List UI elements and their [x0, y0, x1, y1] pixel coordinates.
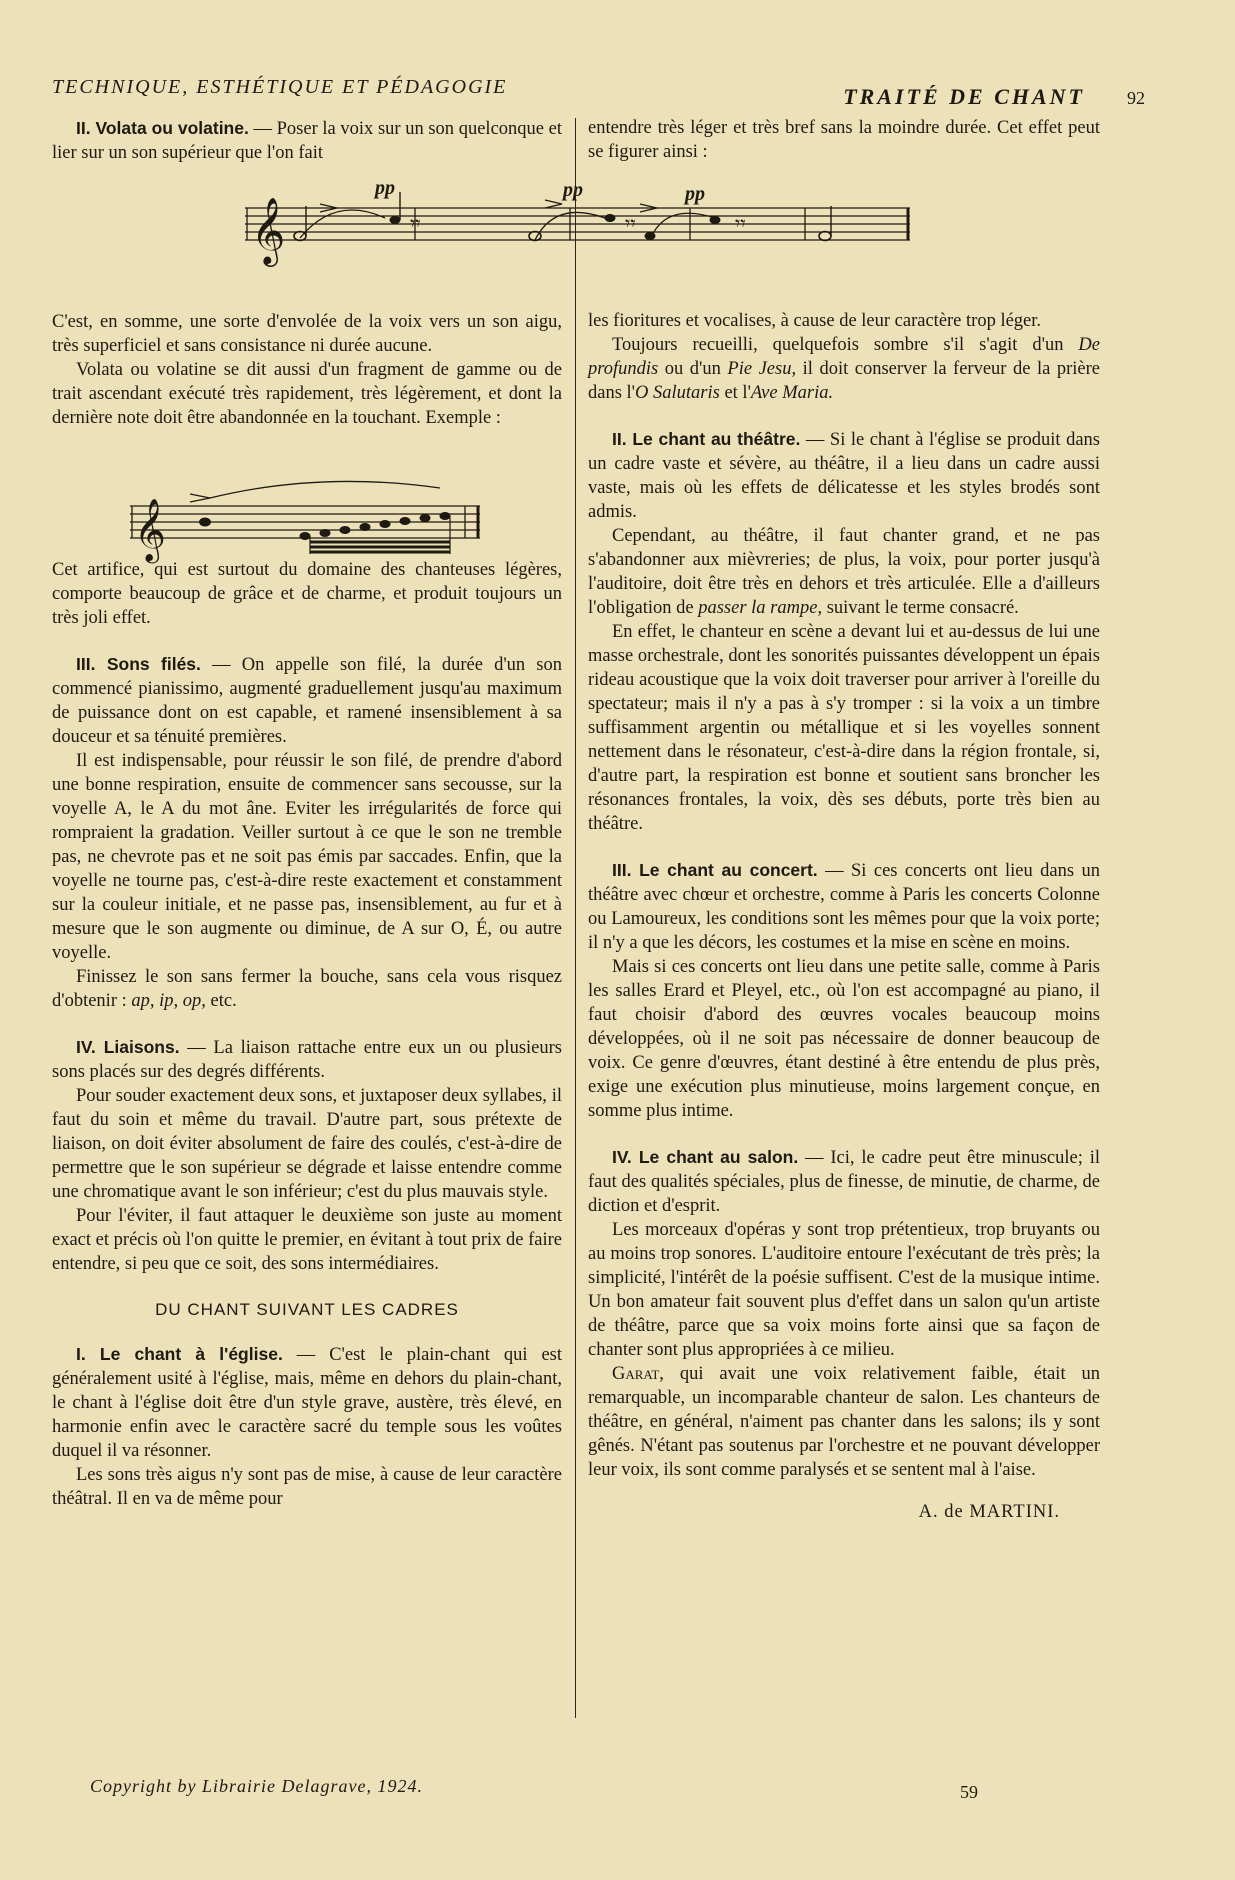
right-column — [588, 116, 1100, 1524]
paragraph: les fioritures et vocalises, à cause de leur caractère trop léger. — [588, 311, 1042, 331]
paragraph: Finissez le son sans fermer la bouche, sans cela vous risquez d'obtenir : — [52, 967, 562, 1011]
section-heading: II. Le chant au théâtre. — [612, 429, 801, 449]
section-heading: IV. Le chant au salon. — [612, 1147, 799, 1167]
copyright-notice: Copyright by Librairie Delagrave, 1924. — [90, 1776, 423, 1796]
paragraph: — La liaison rattache entre eux un ou plusieurs sons placés sur des degrés différents. — [52, 1038, 562, 1082]
paragraph: Les morceaux d'opéras y sont trop prétentieux, trop bruyants ou au moins trop sonores. L'auditoire entoure l'exécutant de très près; la simplicité, l'intérêt de la poésie suffisent. C'est de la musique intime. Un bon amateur fait souvent plus d'effet dans un salon qu'un artiste de théâtre, parce que sa voix moins forte ainsi que sa façon de chanter sont plus appropriées à ce milieu. — [588, 1220, 1100, 1360]
left-column — [52, 116, 562, 1511]
paragraph: il doit conserver la ferveur de la prière dans l' — [588, 359, 1100, 403]
paragraph: Pour l'éviter, il faut attaquer le deuxième son juste au moment exact et précis où l'on quitte le premier, en évitant à tout prix de faire entendre, si peu que ce soit, des sons intermédiaires. — [52, 1206, 562, 1274]
svg-text:𝄞: 𝄞 — [134, 498, 166, 561]
column-divider — [575, 118, 576, 1718]
paragraph: En effet, le chanteur en scène a devant lui et au-dessus de lui une masse orchestrale, dont les sonorités puissantes développent un épais rideau acoustique que la voix doit traverser pour arriver à l'oreille du spectateur; mais il n'y a pas à s'y tromper : si la voix a un timbre suffisamment argentin ou métallique et si les voyelles sonnent nettement dans le résonateur, c'est-à-dire dans la région frontale, si, d'autre part, la respiration est bonne et soutient sans broncher les résonances frontales, la voix, dès ses débuts, porte très bien au théâtre. — [588, 622, 1100, 834]
dynamic-marking: pp — [685, 183, 705, 205]
svg-text:𝄾𝄾: 𝄾𝄾 — [625, 213, 636, 235]
paragraph: Les sons très aigus n'y sont pas de mise, à cause de leur caractère théâtral. Il en va de même pour — [52, 1465, 562, 1509]
dynamic-marking: pp — [375, 177, 395, 199]
paragraph: Il est indispensable, pour réussir le son filé, de prendre d'abord une bonne respiration, ensuite de commencer sans secousse, sur la voyelle A, le A du mot âne. Eviter les irrégularités de force qui rompraient la gradation. Veiller surtout à ce que le son ne tremble pas, ne chevrote pas et ne soit pas émis par saccades. Enfin, que la voyelle ne tourne pas, c'est-à-dire reste exactement et constamment sur la couleur initiale, et ne passe pas, insensiblement, au fur et à mesure que le son augmente ou diminue, de A sur O, É, ou autre voyelle. — [52, 751, 562, 963]
italic-text: De profundis — [588, 335, 1100, 379]
paragraph: — On appelle son filé, la durée d'un son commencé pianissimo, augmenté graduellement jusqu'au maximum de puissance dont on est capable, et ramené insensiblement à sa douceur et sa ténuité premières. — [52, 655, 563, 747]
section-heading: I. Le chant à l'église. — [76, 1344, 283, 1364]
folio-number: 59 — [960, 1782, 978, 1802]
section-heading: III. Sons filés. — [76, 654, 201, 674]
header-page-number: 92 — [1127, 88, 1145, 108]
italic-text: Pie Jesu, — [727, 359, 797, 379]
section-heading: III. Le chant au concert. — [612, 860, 818, 880]
italic-text: Ave Maria. — [750, 383, 834, 403]
running-header-right: TRAITÉ DE CHANT — [843, 84, 1085, 109]
paragraph: C'est, en somme, une sorte d'envolée de la voix vers un son aigu, très superficiel et sans consistance ni durée aucune. — [52, 312, 562, 356]
chapter-heading: DU CHANT SUIVANT LES CADRES — [155, 1300, 459, 1319]
svg-text:𝄾𝄾: 𝄾𝄾 — [735, 213, 746, 235]
italic-text: O Salutaris — [635, 383, 720, 403]
paragraph: — Si ces concerts ont lieu dans un théâtre avec chœur et orchestre, comme à Paris les concerts Colonne ou Lamoureux, les conditions sont les mêmes pour que la voix porte; il n'y a que les décors, les costumes et la mise en scène en moins. — [588, 861, 1100, 953]
paragraph: Volata ou volatine se dit aussi d'un fragment de gamme ou de trait ascendant exécuté très rapidement, très légèrement, et dont la dernière note doit être abandonnée en la touchant. Exemple : — [52, 360, 562, 428]
paragraph: et l' — [719, 383, 751, 403]
paragraph: ou d'un — [658, 359, 728, 379]
section-heading: II. Volata ou volatine. — [76, 118, 249, 138]
paragraph: Mais si ces concerts ont lieu dans une petite salle, comme à Paris les salles Erard et Pleyel, etc., où l'on est accompagné au piano, il faut choisir d'abord des œuvres vocales beaucoup moins développées, où il ne soit pas nécessaire de donner beaucoup de voix. Ce genre d'œuvres, étant destiné à être entendu de plus près, exige une exécution plus minutieuse, moins largement conçue, en somme plus intime. — [588, 957, 1100, 1121]
paragraph: — Si le chant à l'église se produit dans un cadre vaste et sévère, au théâtre, il a lieu dans un cadre aussi vaste, mais où les effets de délicatesse et les styles brodés sont admis. — [588, 430, 1100, 522]
paragraph: — Poser la voix sur un son quelconque et lier sur un son supérieur que l'on fait — [52, 119, 562, 163]
running-header-left: TECHNIQUE, ESTHÉTIQUE ET PÉDAGOGIE — [52, 76, 508, 98]
paragraph: Cet artifice, qui est surtout du domaine des chanteuses légères, comporte beaucoup de grâce et de charme, et produit toujours un très joli effet. — [52, 560, 562, 628]
paragraph: qui avait une voix relativement faible, était un remarquable, un incomparable chanteur de salon. Les chanteurs de théâtre, en général, n'aiment pas chanter dans les salons; ils y sont gênés. N'étant pas soutenus par l'orchestre et ne pouvant développer leur voix, ils sont comme paralysés et se sentent mal à l'aise. — [588, 1364, 1100, 1480]
svg-text:𝄞: 𝄞 — [251, 196, 286, 264]
svg-text:𝄾𝄾: 𝄾𝄾 — [410, 213, 421, 235]
paragraph: Pour souder exactement deux sons, et juxtaposer deux syllabes, il faut du soin et même du travail. D'autre part, sous prétexte de liaison, on doit éviter absolument de faire des coulés, c'est-à-dire de permettre que le son supérieur se dégrade et laisse entendre comme une chromatique avant le son inférieur; c'est du plus mauvais style. — [52, 1086, 562, 1202]
italic-text: ap, ip, op, — [131, 991, 206, 1011]
dynamic-marking: pp — [563, 179, 583, 201]
paragraph: — C'est le plain-chant qui est généralement usité à l'église, mais, même en dehors du plain-chant, le chant à l'église doit être d'un style grave, austère, très élevé, en harmonie enfin avec le caractère sacré du temple sous les voûtes duquel il va résonner. — [52, 1345, 563, 1461]
paragraph: Cependant, au théâtre, il faut chanter grand, et ne pas s'abandonner aux mièvreries; de plus, la voix, pour porter jusqu'à l'auditoire, doit être très en dehors et très articulée. Elle a d'ailleurs l'obligation de — [588, 526, 1100, 618]
paragraph: entendre très léger et très bref sans la moindre durée. Cet effet peut se figurer ainsi : — [588, 118, 1100, 162]
person-name: Garat, — [612, 1364, 664, 1384]
italic-text: passer la rampe, — [698, 598, 823, 618]
paragraph: Toujours recueilli, quelquefois sombre s'il s'agit d'un — [612, 335, 1079, 355]
paragraph: suivant le terme consacré. — [822, 598, 1019, 618]
section-heading: IV. Liaisons. — [76, 1037, 180, 1057]
paragraph: — Ici, le cadre peut être minuscule; il faut des qualités spéciales, plus de finesse, de minutie, de charme, de diction et d'esprit. — [588, 1148, 1100, 1216]
paragraph: etc. — [205, 991, 237, 1011]
author-signature: A. de MARTINI. — [918, 1502, 1060, 1522]
